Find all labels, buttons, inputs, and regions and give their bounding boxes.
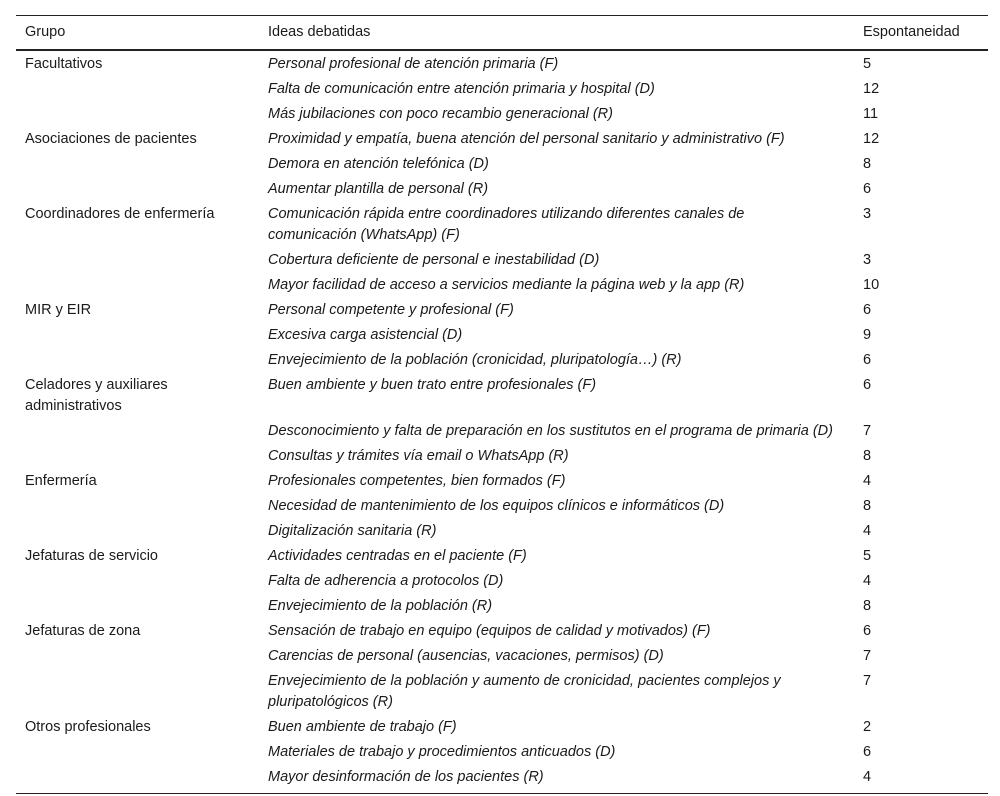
table-header — [16, 16, 988, 51]
spontaneity-cell: 8 — [863, 448, 872, 464]
group-cell — [16, 77, 259, 102]
group-cell — [16, 569, 259, 594]
spontaneity-cell: 6 — [863, 302, 872, 318]
spontaneity-cell: 2 — [863, 719, 872, 735]
table-row — [16, 152, 988, 177]
group-cell — [16, 740, 259, 765]
table-row — [16, 248, 988, 273]
data-table — [16, 15, 988, 794]
idea-cell: Actividades centradas en el paciente (F) — [268, 548, 527, 564]
group-cell: Facultativos — [25, 56, 103, 72]
idea-cell: Envejecimiento de la población (R) — [268, 598, 493, 614]
spontaneity-cell: 10 — [863, 277, 880, 293]
spontaneity-cell: 4 — [863, 523, 872, 539]
group-cell — [16, 644, 259, 669]
spontaneity-cell: 7 — [863, 423, 872, 439]
group-cell: Asociaciones de pacientes — [25, 131, 197, 147]
group-cell — [16, 348, 259, 373]
group-cell — [16, 519, 259, 544]
group-cell: MIR y EIR — [25, 302, 92, 318]
idea-cell: Mayor facilidad de acceso a servicios mediante la página web y la app (R) — [268, 277, 745, 293]
table-row — [16, 494, 988, 519]
table-row — [16, 273, 988, 298]
table-row — [16, 619, 988, 644]
idea-cell: Envejecimiento de la población y aumento de cronicidad, pacientes complejos y pluripatológicos (R) — [268, 673, 781, 710]
table-row — [16, 715, 988, 740]
idea-cell: Comunicación rápida entre coordinadores utilizando diferentes canales de comunicación (WhatsApp) (F) — [268, 206, 745, 243]
group-cell: Jefaturas de servicio — [25, 548, 158, 564]
spontaneity-cell: 12 — [863, 81, 880, 97]
header-row — [16, 16, 988, 51]
idea-cell: Necesidad de mantenimiento de los equipos clínicos e informáticos (D) — [268, 498, 725, 514]
table-row — [16, 594, 988, 619]
table-row — [16, 569, 988, 594]
spontaneity-cell: 6 — [863, 352, 872, 368]
table-row — [16, 323, 988, 348]
idea-cell: Excesiva carga asistencial (D) — [268, 327, 463, 343]
idea-cell: Proximidad y empatía, buena atención del personal sanitario y administrativo (F) — [268, 131, 785, 147]
ideas-table — [16, 15, 988, 794]
idea-cell: Demora en atención telefónica (D) — [268, 156, 489, 172]
spontaneity-cell: 8 — [863, 598, 872, 614]
table-row — [16, 669, 988, 715]
group-cell — [16, 273, 259, 298]
table-row — [16, 298, 988, 323]
group-cell: Coordinadores de enfermería — [25, 206, 215, 222]
spontaneity-cell: 9 — [863, 327, 872, 343]
header-ideas: Ideas debatidas — [259, 16, 854, 51]
table-row — [16, 77, 988, 102]
group-cell: Otros profesionales — [25, 719, 151, 735]
idea-cell: Más jubilaciones con poco recambio generacional (R) — [268, 106, 613, 122]
idea-cell: Desconocimiento y falta de preparación en los sustitutos en el programa de primaria (D) — [268, 423, 833, 439]
table-row — [16, 102, 988, 127]
group-cell — [16, 444, 259, 469]
spontaneity-cell: 4 — [863, 573, 872, 589]
spontaneity-cell: 8 — [863, 498, 872, 514]
spontaneity-cell: 12 — [863, 131, 880, 147]
table-row — [16, 444, 988, 469]
idea-cell: Falta de comunicación entre atención primaria y hospital (D) — [268, 81, 655, 97]
idea-cell: Sensación de trabajo en equipo (equipos de calidad y motivados) (F) — [268, 623, 711, 639]
group-cell — [16, 177, 259, 202]
spontaneity-cell: 3 — [863, 206, 872, 222]
header-espontaneidad: Espontaneidad — [854, 16, 988, 51]
spontaneity-cell: 11 — [863, 106, 879, 122]
table-row — [16, 544, 988, 569]
idea-cell: Buen ambiente de trabajo (F) — [268, 719, 457, 735]
idea-cell: Aumentar plantilla de personal (R) — [268, 181, 489, 197]
idea-cell: Consultas y trámites vía email o WhatsApp (R) — [268, 448, 569, 464]
idea-cell: Personal profesional de atención primaria (F) — [268, 56, 559, 72]
group-cell — [16, 248, 259, 273]
idea-cell: Carencias de personal (ausencias, vacaciones, permisos) (D) — [268, 648, 664, 664]
table-row — [16, 419, 988, 444]
table-row — [16, 469, 988, 494]
table-row — [16, 177, 988, 202]
table-body — [16, 50, 988, 794]
idea-cell: Profesionales competentes, bien formados (F) — [268, 473, 566, 489]
spontaneity-cell: 6 — [863, 377, 872, 393]
header-grupo: Grupo — [16, 16, 259, 51]
table-row — [16, 765, 988, 794]
group-cell — [16, 494, 259, 519]
idea-cell: Cobertura deficiente de personal e inestabilidad (D) — [268, 252, 600, 268]
idea-cell: Envejecimiento de la población (cronicidad, pluripatología…) (R) — [268, 352, 682, 368]
group-cell — [16, 669, 259, 715]
spontaneity-cell: 7 — [863, 673, 872, 689]
table-row — [16, 740, 988, 765]
table-row — [16, 519, 988, 544]
group-cell: Jefaturas de zona — [25, 623, 141, 639]
group-cell: Celadores y auxiliares administrativos — [25, 377, 168, 414]
table-row — [16, 50, 988, 77]
spontaneity-cell: 8 — [863, 156, 872, 172]
spontaneity-cell: 5 — [863, 56, 872, 72]
spontaneity-cell: 7 — [863, 648, 872, 664]
spontaneity-cell: 4 — [863, 473, 872, 489]
idea-cell: Falta de adherencia a protocolos (D) — [268, 573, 504, 589]
table-row — [16, 644, 988, 669]
group-cell — [16, 419, 259, 444]
spontaneity-cell: 6 — [863, 744, 872, 760]
group-cell: Enfermería — [25, 473, 97, 489]
spontaneity-cell: 3 — [863, 252, 872, 268]
group-cell — [16, 102, 259, 127]
idea-cell: Digitalización sanitaria (R) — [268, 523, 437, 539]
group-cell — [16, 594, 259, 619]
spontaneity-cell: 6 — [863, 181, 872, 197]
table-row — [16, 373, 988, 419]
group-cell — [16, 323, 259, 348]
group-cell — [16, 765, 259, 794]
spontaneity-cell: 5 — [863, 548, 872, 564]
table-row — [16, 127, 988, 152]
idea-cell: Personal competente y profesional (F) — [268, 302, 514, 318]
idea-cell: Buen ambiente y buen trato entre profesionales (F) — [268, 377, 597, 393]
idea-cell: Materiales de trabajo y procedimientos anticuados (D) — [268, 744, 616, 760]
table-row — [16, 202, 988, 248]
table-row — [16, 348, 988, 373]
spontaneity-cell: 6 — [863, 623, 872, 639]
group-cell — [16, 152, 259, 177]
spontaneity-cell: 4 — [854, 765, 988, 794]
idea-cell: Mayor desinformación de los pacientes (R) — [259, 765, 854, 794]
